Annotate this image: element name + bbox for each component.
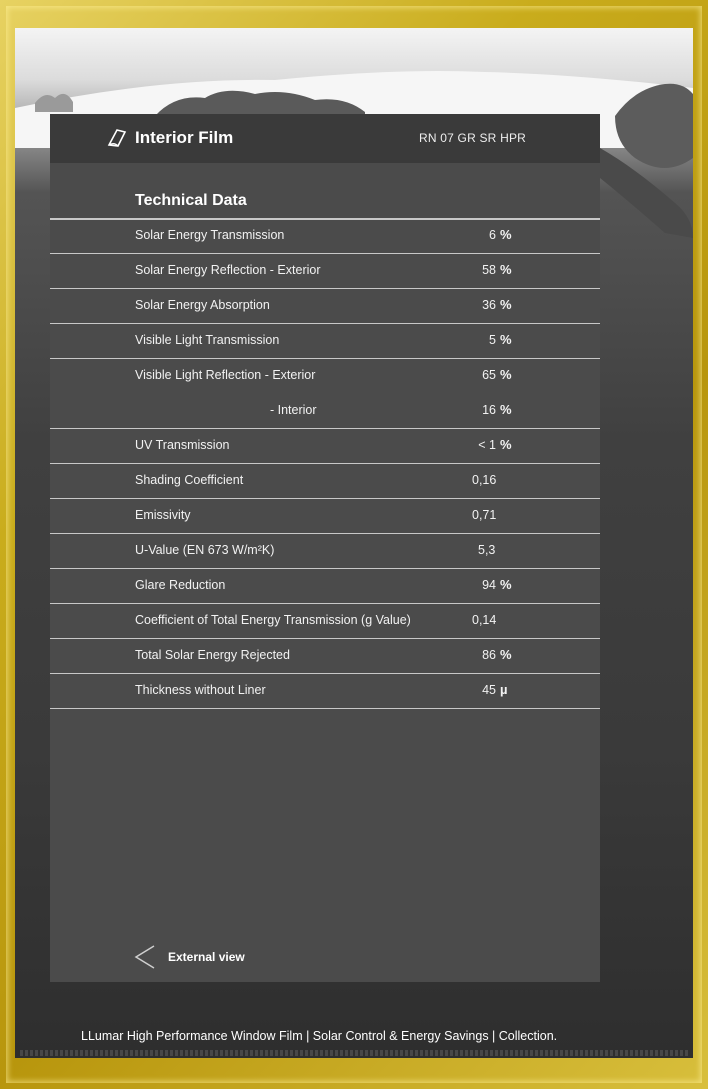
table-rule xyxy=(50,428,600,429)
row-label: Glare Reduction xyxy=(135,578,226,592)
row-unit: µ xyxy=(500,682,508,697)
row-value: 65 xyxy=(482,368,496,382)
fine-print xyxy=(20,1050,688,1056)
row-value: 36 xyxy=(482,298,496,312)
table-rule xyxy=(50,463,600,464)
row-label: U-Value (EN 673 W/m²K) xyxy=(135,543,275,557)
row-label: Total Solar Energy Rejected xyxy=(135,648,290,662)
row-label: Solar Energy Reflection - Exterior xyxy=(135,263,321,277)
external-view-link[interactable]: External view xyxy=(168,950,245,964)
row-unit: % xyxy=(500,577,512,592)
table-rule xyxy=(50,533,600,534)
row-unit: % xyxy=(500,262,512,277)
row-value: 0,14 xyxy=(472,613,497,627)
table-rule xyxy=(50,288,600,289)
row-value: 16 xyxy=(482,403,496,417)
row-unit: % xyxy=(500,647,512,662)
triangle-left-icon[interactable] xyxy=(133,944,157,970)
row-value: 5 xyxy=(489,333,496,347)
technical-data-panel xyxy=(50,114,600,982)
row-label: Visible Light Reflection - Exterior xyxy=(135,368,316,382)
table-rule xyxy=(50,253,600,254)
film-sheet-icon xyxy=(106,128,128,148)
table-rule xyxy=(50,708,600,709)
product-code: RN 07 GR SR HPR xyxy=(419,131,527,145)
row-unit: % xyxy=(500,332,512,347)
row-value: 0,71 xyxy=(472,508,497,522)
table-rule xyxy=(50,323,600,324)
row-label: UV Transmission xyxy=(135,438,230,452)
row-unit: % xyxy=(500,437,512,452)
panel-title: Interior Film xyxy=(135,128,234,147)
row-value: 0,16 xyxy=(472,473,497,487)
table-rule xyxy=(50,603,600,604)
row-value: 94 xyxy=(482,578,496,592)
row-label: Emissivity xyxy=(135,508,191,522)
row-label: Thickness without Liner xyxy=(135,683,266,697)
table-rule xyxy=(50,358,600,359)
row-label: - Interior xyxy=(270,403,317,417)
footer-caption: LLumar High Performance Window Film | Solar Control & Energy Savings | Collection. xyxy=(81,1029,558,1043)
row-value: 5,3 xyxy=(478,543,496,557)
row-value: 6 xyxy=(489,228,496,242)
table-rule xyxy=(50,498,600,499)
row-value: 58 xyxy=(482,263,496,277)
table-rule xyxy=(50,673,600,674)
row-unit: % xyxy=(500,227,512,242)
row-unit: % xyxy=(500,297,512,312)
row-label: Coefficient of Total Energy Transmission (g Value) xyxy=(135,613,411,627)
row-unit: % xyxy=(500,402,512,417)
row-label: Solar Energy Transmission xyxy=(135,228,285,242)
row-unit: % xyxy=(500,367,512,382)
row-value: 45 xyxy=(482,683,496,697)
row-value: < 1 xyxy=(478,438,496,452)
row-label: Shading Coefficient xyxy=(135,473,244,487)
table-rule xyxy=(50,638,600,639)
row-label: Visible Light Transmission xyxy=(135,333,280,347)
row-label: Solar Energy Absorption xyxy=(135,298,270,312)
section-title: Technical Data xyxy=(135,192,247,209)
row-value: 86 xyxy=(482,648,496,662)
table-rule xyxy=(50,568,600,569)
table-rule xyxy=(50,218,600,220)
